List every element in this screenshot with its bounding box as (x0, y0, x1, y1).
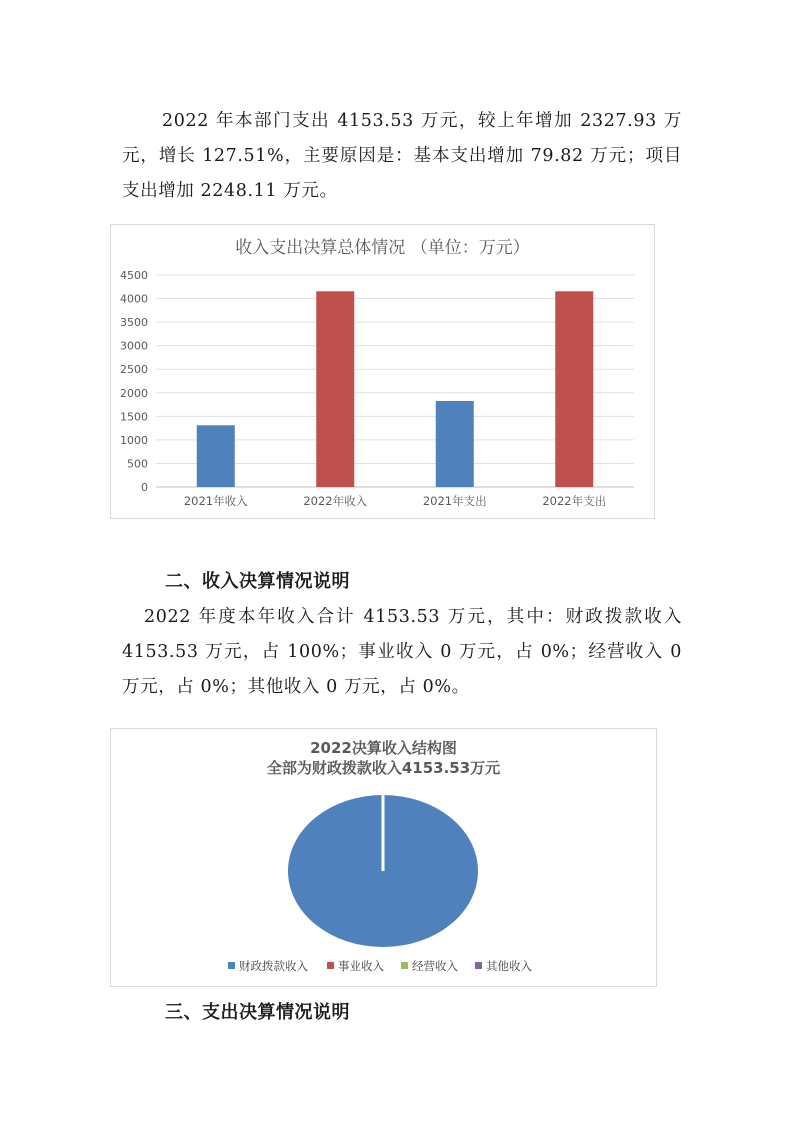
section-heading-expenditure: 三、支出决算情况说明 (165, 1002, 350, 1023)
legend-swatch (228, 962, 235, 969)
y-tick-label: 3000 (120, 339, 148, 353)
pie-chart-title: 2022决算收入结构图 (310, 739, 457, 757)
y-tick-label: 3500 (120, 316, 148, 330)
section-heading-income: 二、收入决算情况说明 (165, 571, 350, 592)
bar (555, 291, 593, 487)
x-tick-label: 2022年收入 (303, 494, 368, 508)
bar-chart (111, 225, 654, 518)
y-tick-label: 500 (127, 457, 148, 471)
x-tick-label: 2021年收入 (183, 494, 248, 508)
x-tick-label: 2021年支出 (422, 494, 487, 508)
y-tick-label: 4000 (120, 292, 148, 306)
y-tick-label: 0 (141, 481, 148, 494)
bar-chart-container (110, 224, 655, 519)
legend-label: 事业收入 (338, 959, 384, 973)
legend-swatch (475, 962, 482, 969)
x-tick-label: 2022年支出 (542, 494, 607, 508)
legend-swatch (401, 962, 408, 969)
legend-label: 经营收入 (412, 959, 458, 973)
legend-label: 财政拨款收入 (239, 959, 308, 973)
pie-chart-subtitle: 全部为财政拨款收入4153.53万元 (266, 759, 501, 777)
pie-chart-container (110, 728, 657, 987)
bar-chart-title: 收入支出决算总体情况 （单位：万元） (235, 238, 530, 258)
bar (197, 425, 235, 487)
income-summary-paragraph: 2022 年度本年收入合计 4153.53 万元，其中：财政拨款收入 4153.53 万元，占 100%；事业收入 0 万元，占 0%；经营收入 0 万元，占 0%；其他收入 0 万元，占 0%。 (122, 607, 682, 697)
y-tick-label: 1000 (120, 433, 148, 447)
pie-chart (111, 729, 656, 986)
legend-swatch (327, 962, 334, 969)
legend-label: 其他收入 (486, 959, 532, 973)
y-tick-label: 2000 (120, 386, 148, 400)
y-tick-label: 4500 (120, 269, 148, 282)
y-tick-label: 1500 (120, 410, 148, 424)
y-tick-label: 2500 (120, 363, 148, 377)
bar (436, 401, 474, 487)
expenditure-summary-paragraph: 2022 年本部门支出 4153.53 万元，较上年增加 2327.93 万元，增长 127.51%，主要原因是：基本支出增加 79.82 万元；项目支出增加 2248.11 万元。 (122, 111, 682, 201)
bar (316, 291, 354, 487)
